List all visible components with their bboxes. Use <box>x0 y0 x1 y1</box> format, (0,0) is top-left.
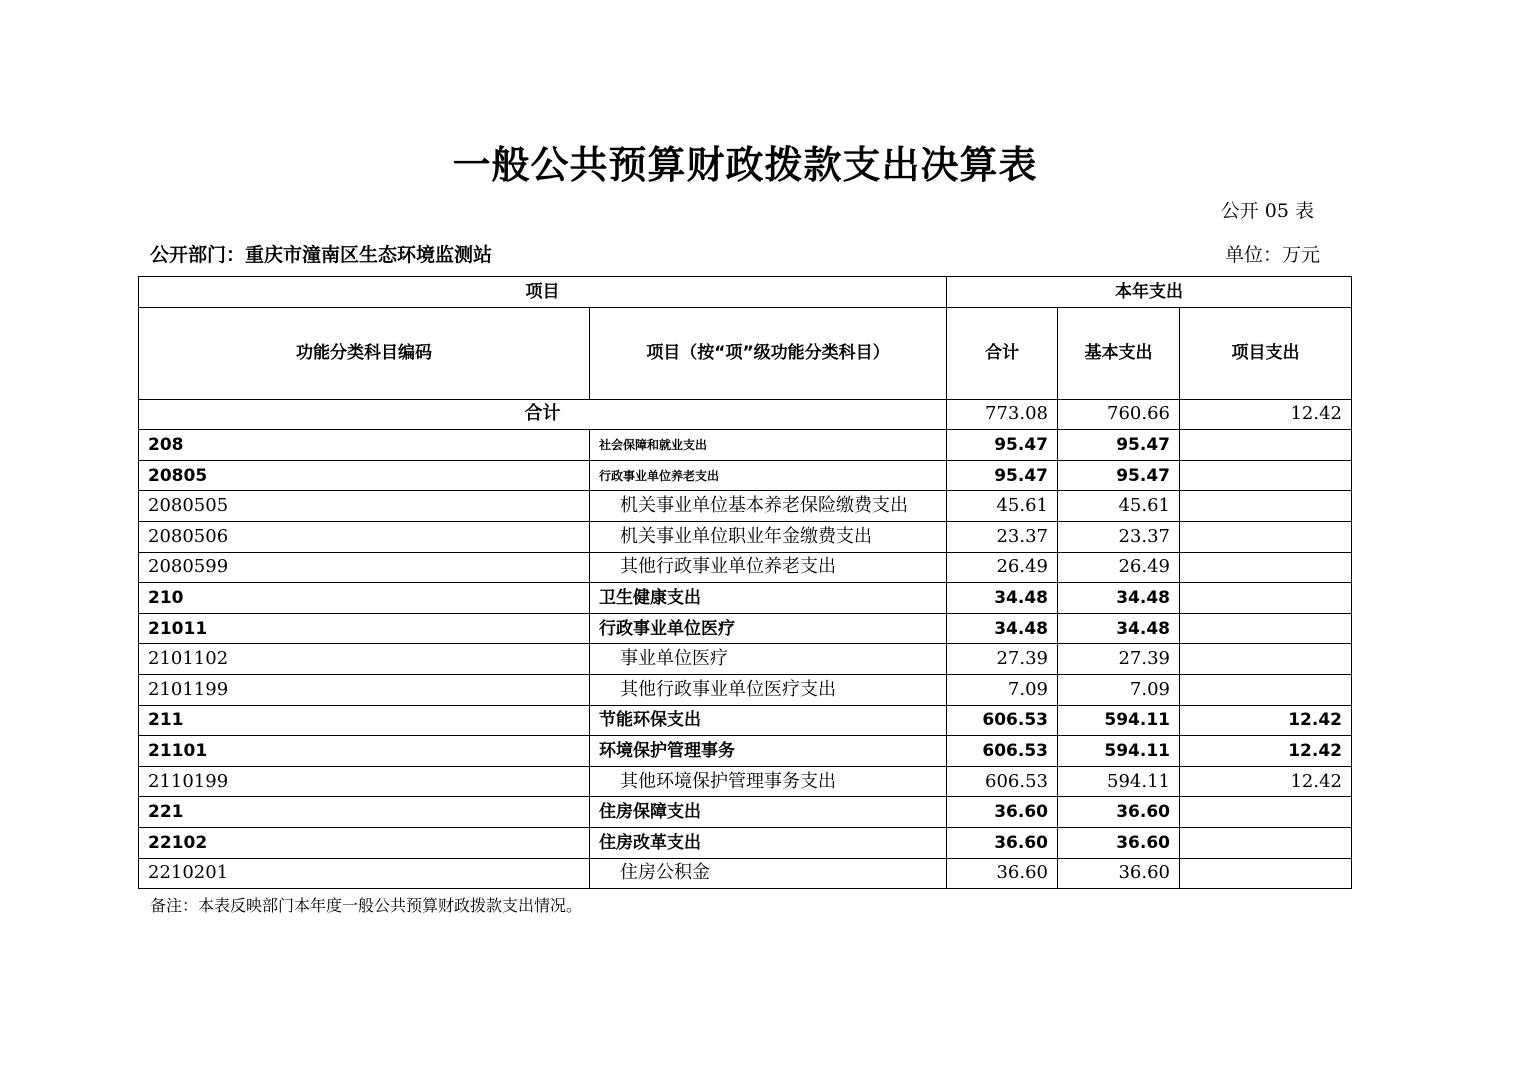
row-name: 卫生健康支出 <box>590 583 947 614</box>
row-project <box>1180 827 1352 858</box>
row-code: 21101 <box>139 736 590 767</box>
row-name: 其他环境保护管理事务支出 <box>590 766 947 797</box>
table-row <box>139 583 1352 614</box>
header-row-1 <box>139 277 1352 308</box>
row-basic: 95.47 <box>1058 460 1180 491</box>
total-project: 12.42 <box>1180 399 1352 430</box>
row-name: 住房保障支出 <box>590 797 947 828</box>
row-total: 606.53 <box>947 705 1058 736</box>
row-code: 2080505 <box>139 491 590 522</box>
row-basic: 594.11 <box>1058 766 1180 797</box>
row-project <box>1180 430 1352 461</box>
total-total: 773.08 <box>947 399 1058 430</box>
header-row-2 <box>139 307 1352 399</box>
row-name: 行政事业单位医疗 <box>590 613 947 644</box>
row-basic: 36.60 <box>1058 858 1180 889</box>
row-project <box>1180 491 1352 522</box>
row-basic: 45.61 <box>1058 491 1180 522</box>
row-code: 2210201 <box>139 858 590 889</box>
row-total: 23.37 <box>947 521 1058 552</box>
row-code: 2080599 <box>139 552 590 583</box>
row-basic: 36.60 <box>1058 797 1180 828</box>
row-basic: 23.37 <box>1058 521 1180 552</box>
row-total: 27.39 <box>947 644 1058 675</box>
row-project: 12.42 <box>1180 766 1352 797</box>
row-total: 606.53 <box>947 736 1058 767</box>
table-row <box>139 644 1352 675</box>
row-total: 7.09 <box>947 674 1058 705</box>
expenditure-table <box>138 276 1352 889</box>
row-project <box>1180 858 1352 889</box>
row-name: 环境保护管理事务 <box>590 736 947 767</box>
row-code: 21011 <box>139 613 590 644</box>
row-total: 36.60 <box>947 797 1058 828</box>
row-total: 26.49 <box>947 552 1058 583</box>
row-project <box>1180 583 1352 614</box>
row-total: 34.48 <box>947 613 1058 644</box>
row-basic: 34.48 <box>1058 613 1180 644</box>
row-project: 12.42 <box>1180 736 1352 767</box>
row-code: 211 <box>139 705 590 736</box>
row-total: 36.60 <box>947 827 1058 858</box>
row-name: 机关事业单位职业年金缴费支出 <box>590 521 947 552</box>
table-row <box>139 460 1352 491</box>
table-row <box>139 552 1352 583</box>
row-code: 22102 <box>139 827 590 858</box>
row-basic: 594.11 <box>1058 705 1180 736</box>
total-basic: 760.66 <box>1058 399 1180 430</box>
unit-label: 单位：万元 <box>1224 244 1320 266</box>
row-name: 社会保障和就业支出 <box>590 430 947 461</box>
table-row <box>139 674 1352 705</box>
table-row <box>139 613 1352 644</box>
row-code: 208 <box>139 430 590 461</box>
header-project: 项目支出 <box>1180 307 1352 399</box>
row-code: 221 <box>139 797 590 828</box>
row-total: 95.47 <box>947 430 1058 461</box>
header-name: 项目（按“项”级功能分类科目） <box>590 307 947 399</box>
page-title: 一般公共预算财政拨款支出决算表 <box>452 142 1038 187</box>
header-code: 功能分类科目编码 <box>139 307 590 399</box>
row-project <box>1180 460 1352 491</box>
table-row <box>139 430 1352 461</box>
table-row <box>139 797 1352 828</box>
row-code: 2110199 <box>139 766 590 797</box>
row-basic: 594.11 <box>1058 736 1180 767</box>
row-code: 2101102 <box>139 644 590 675</box>
row-basic: 95.47 <box>1058 430 1180 461</box>
header-item: 项目 <box>139 277 947 308</box>
row-total: 36.60 <box>947 858 1058 889</box>
row-name: 住房公积金 <box>590 858 947 889</box>
table-row <box>139 858 1352 889</box>
row-total: 34.48 <box>947 583 1058 614</box>
table-row <box>139 491 1352 522</box>
table-row <box>139 521 1352 552</box>
row-name: 机关事业单位基本养老保险缴费支出 <box>590 491 947 522</box>
row-code: 2101199 <box>139 674 590 705</box>
row-basic: 36.60 <box>1058 827 1180 858</box>
row-total: 606.53 <box>947 766 1058 797</box>
table-row <box>139 766 1352 797</box>
table-row <box>139 827 1352 858</box>
row-name: 事业单位医疗 <box>590 644 947 675</box>
footnote: 备注：本表反映部门本年度一般公共预算财政拨款支出情况。 <box>150 896 583 915</box>
row-project <box>1180 521 1352 552</box>
row-name: 行政事业单位养老支出 <box>590 460 947 491</box>
row-basic: 7.09 <box>1058 674 1180 705</box>
row-basic: 34.48 <box>1058 583 1180 614</box>
row-total: 45.61 <box>947 491 1058 522</box>
total-label: 合计 <box>139 399 947 430</box>
row-code: 20805 <box>139 460 590 491</box>
table-row <box>139 705 1352 736</box>
row-name: 其他行政事业单位医疗支出 <box>590 674 947 705</box>
header-basic: 基本支出 <box>1058 307 1180 399</box>
header-year-expenditure: 本年支出 <box>947 277 1352 308</box>
header-total: 合计 <box>947 307 1058 399</box>
row-name: 住房改革支出 <box>590 827 947 858</box>
row-name: 其他行政事业单位养老支出 <box>590 552 947 583</box>
row-project <box>1180 552 1352 583</box>
form-number: 公开 05 表 <box>1220 200 1314 222</box>
row-code: 210 <box>139 583 590 614</box>
row-name: 节能环保支出 <box>590 705 947 736</box>
table-row <box>139 736 1352 767</box>
row-code: 2080506 <box>139 521 590 552</box>
row-basic: 27.39 <box>1058 644 1180 675</box>
row-project <box>1180 797 1352 828</box>
row-total: 95.47 <box>947 460 1058 491</box>
row-basic: 26.49 <box>1058 552 1180 583</box>
row-project <box>1180 613 1352 644</box>
department-label: 公开部门：重庆市潼南区生态环境监测站 <box>150 244 493 266</box>
row-project <box>1180 644 1352 675</box>
row-project <box>1180 674 1352 705</box>
row-project: 12.42 <box>1180 705 1352 736</box>
total-row <box>139 399 1352 430</box>
